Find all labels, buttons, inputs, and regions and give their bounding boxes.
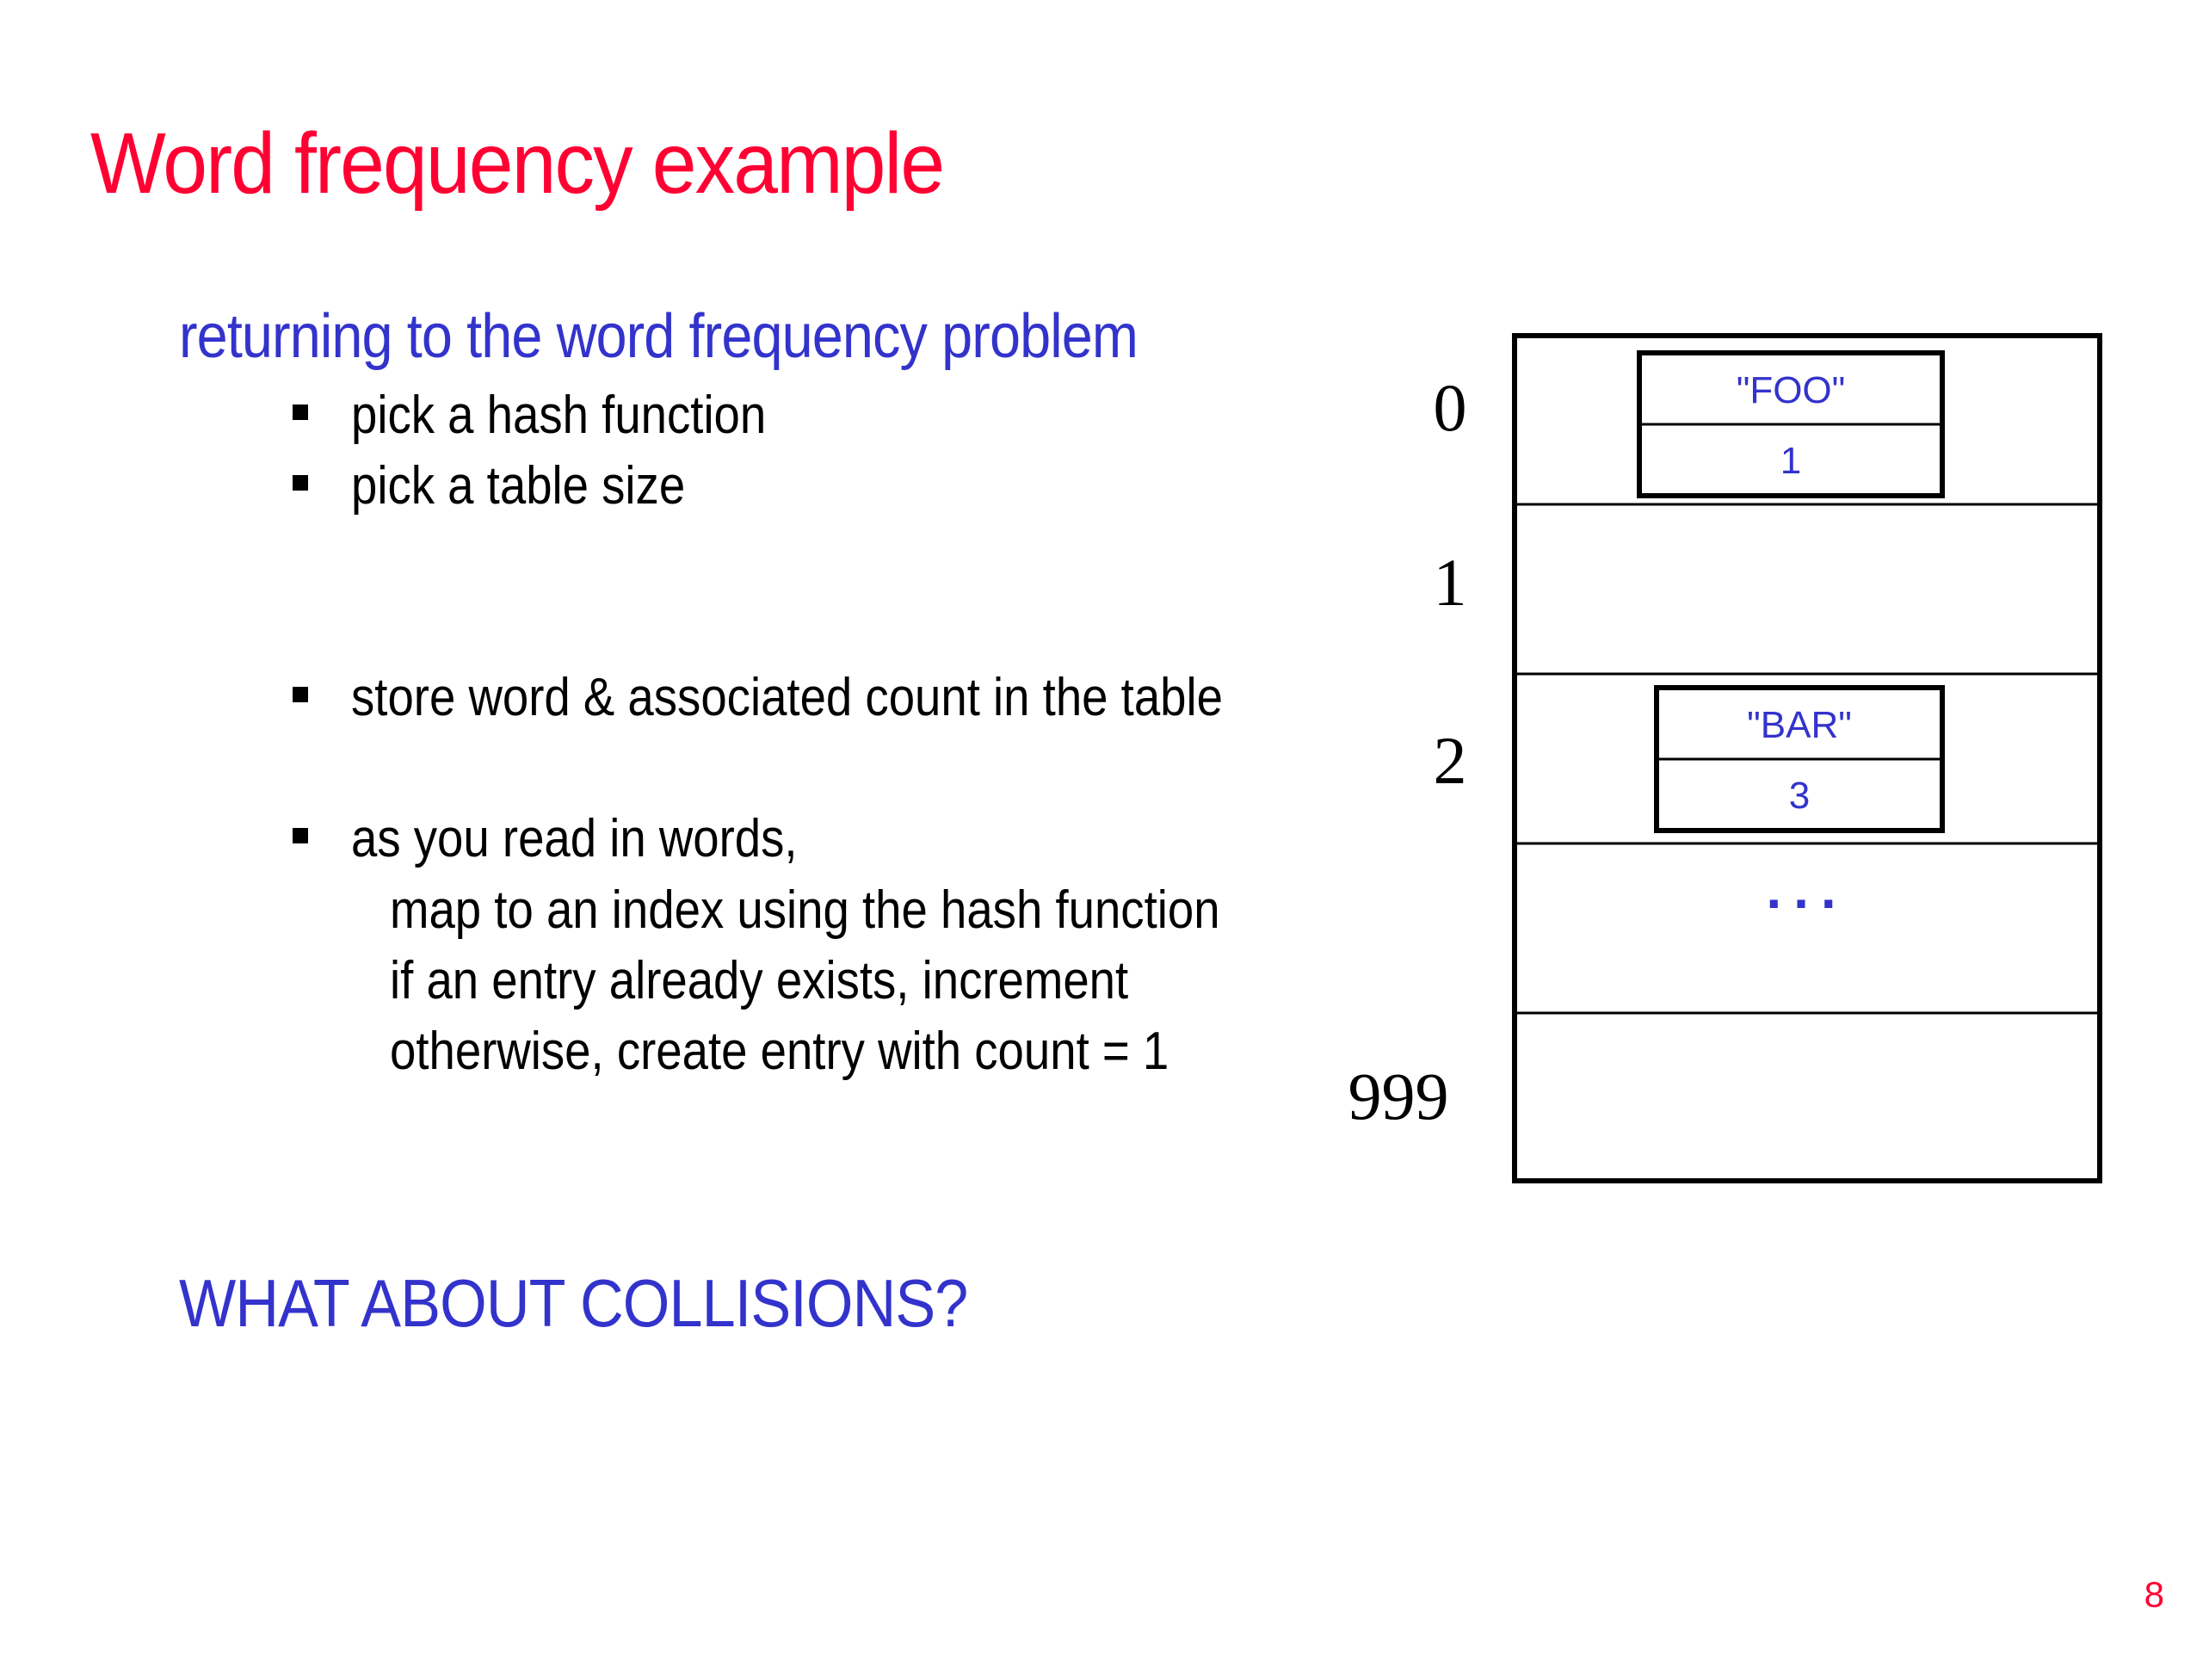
subtitle: returning to the word frequency problem xyxy=(179,302,1138,371)
sub-line-map-index: map to an index using the hash function xyxy=(390,880,1220,940)
sub-line-increment: if an entry already exists, increment xyxy=(390,951,1129,1010)
entry-count-bar: 3 xyxy=(1788,775,1811,817)
entry-count-foo: 1 xyxy=(1780,440,1802,482)
collisions-question: WHAT ABOUT COLLISIONS? xyxy=(179,1265,968,1341)
bullet-hash-function: pick a hash function xyxy=(351,386,767,445)
bullet-store-word: store word & associated count in the table xyxy=(351,668,1223,727)
entry-word-bar: "BAR" xyxy=(1747,704,1852,746)
index-label-1: 1 xyxy=(1433,545,1467,620)
bullet-table-size: pick a table size xyxy=(351,456,686,516)
sub-line-create-entry: otherwise, create entry with count = 1 xyxy=(390,1022,1169,1081)
index-label-999: 999 xyxy=(1348,1059,1449,1133)
index-label-0: 0 xyxy=(1433,370,1467,445)
page-number: 8 xyxy=(2144,1574,2164,1615)
slide-title: Word frequency example xyxy=(90,115,944,212)
bullet-read-words: as you read in words, xyxy=(351,809,798,868)
entry-word-foo: "FOO" xyxy=(1736,369,1846,411)
ellipsis-rows: ... xyxy=(1766,858,1848,920)
index-label-2: 2 xyxy=(1433,723,1467,798)
